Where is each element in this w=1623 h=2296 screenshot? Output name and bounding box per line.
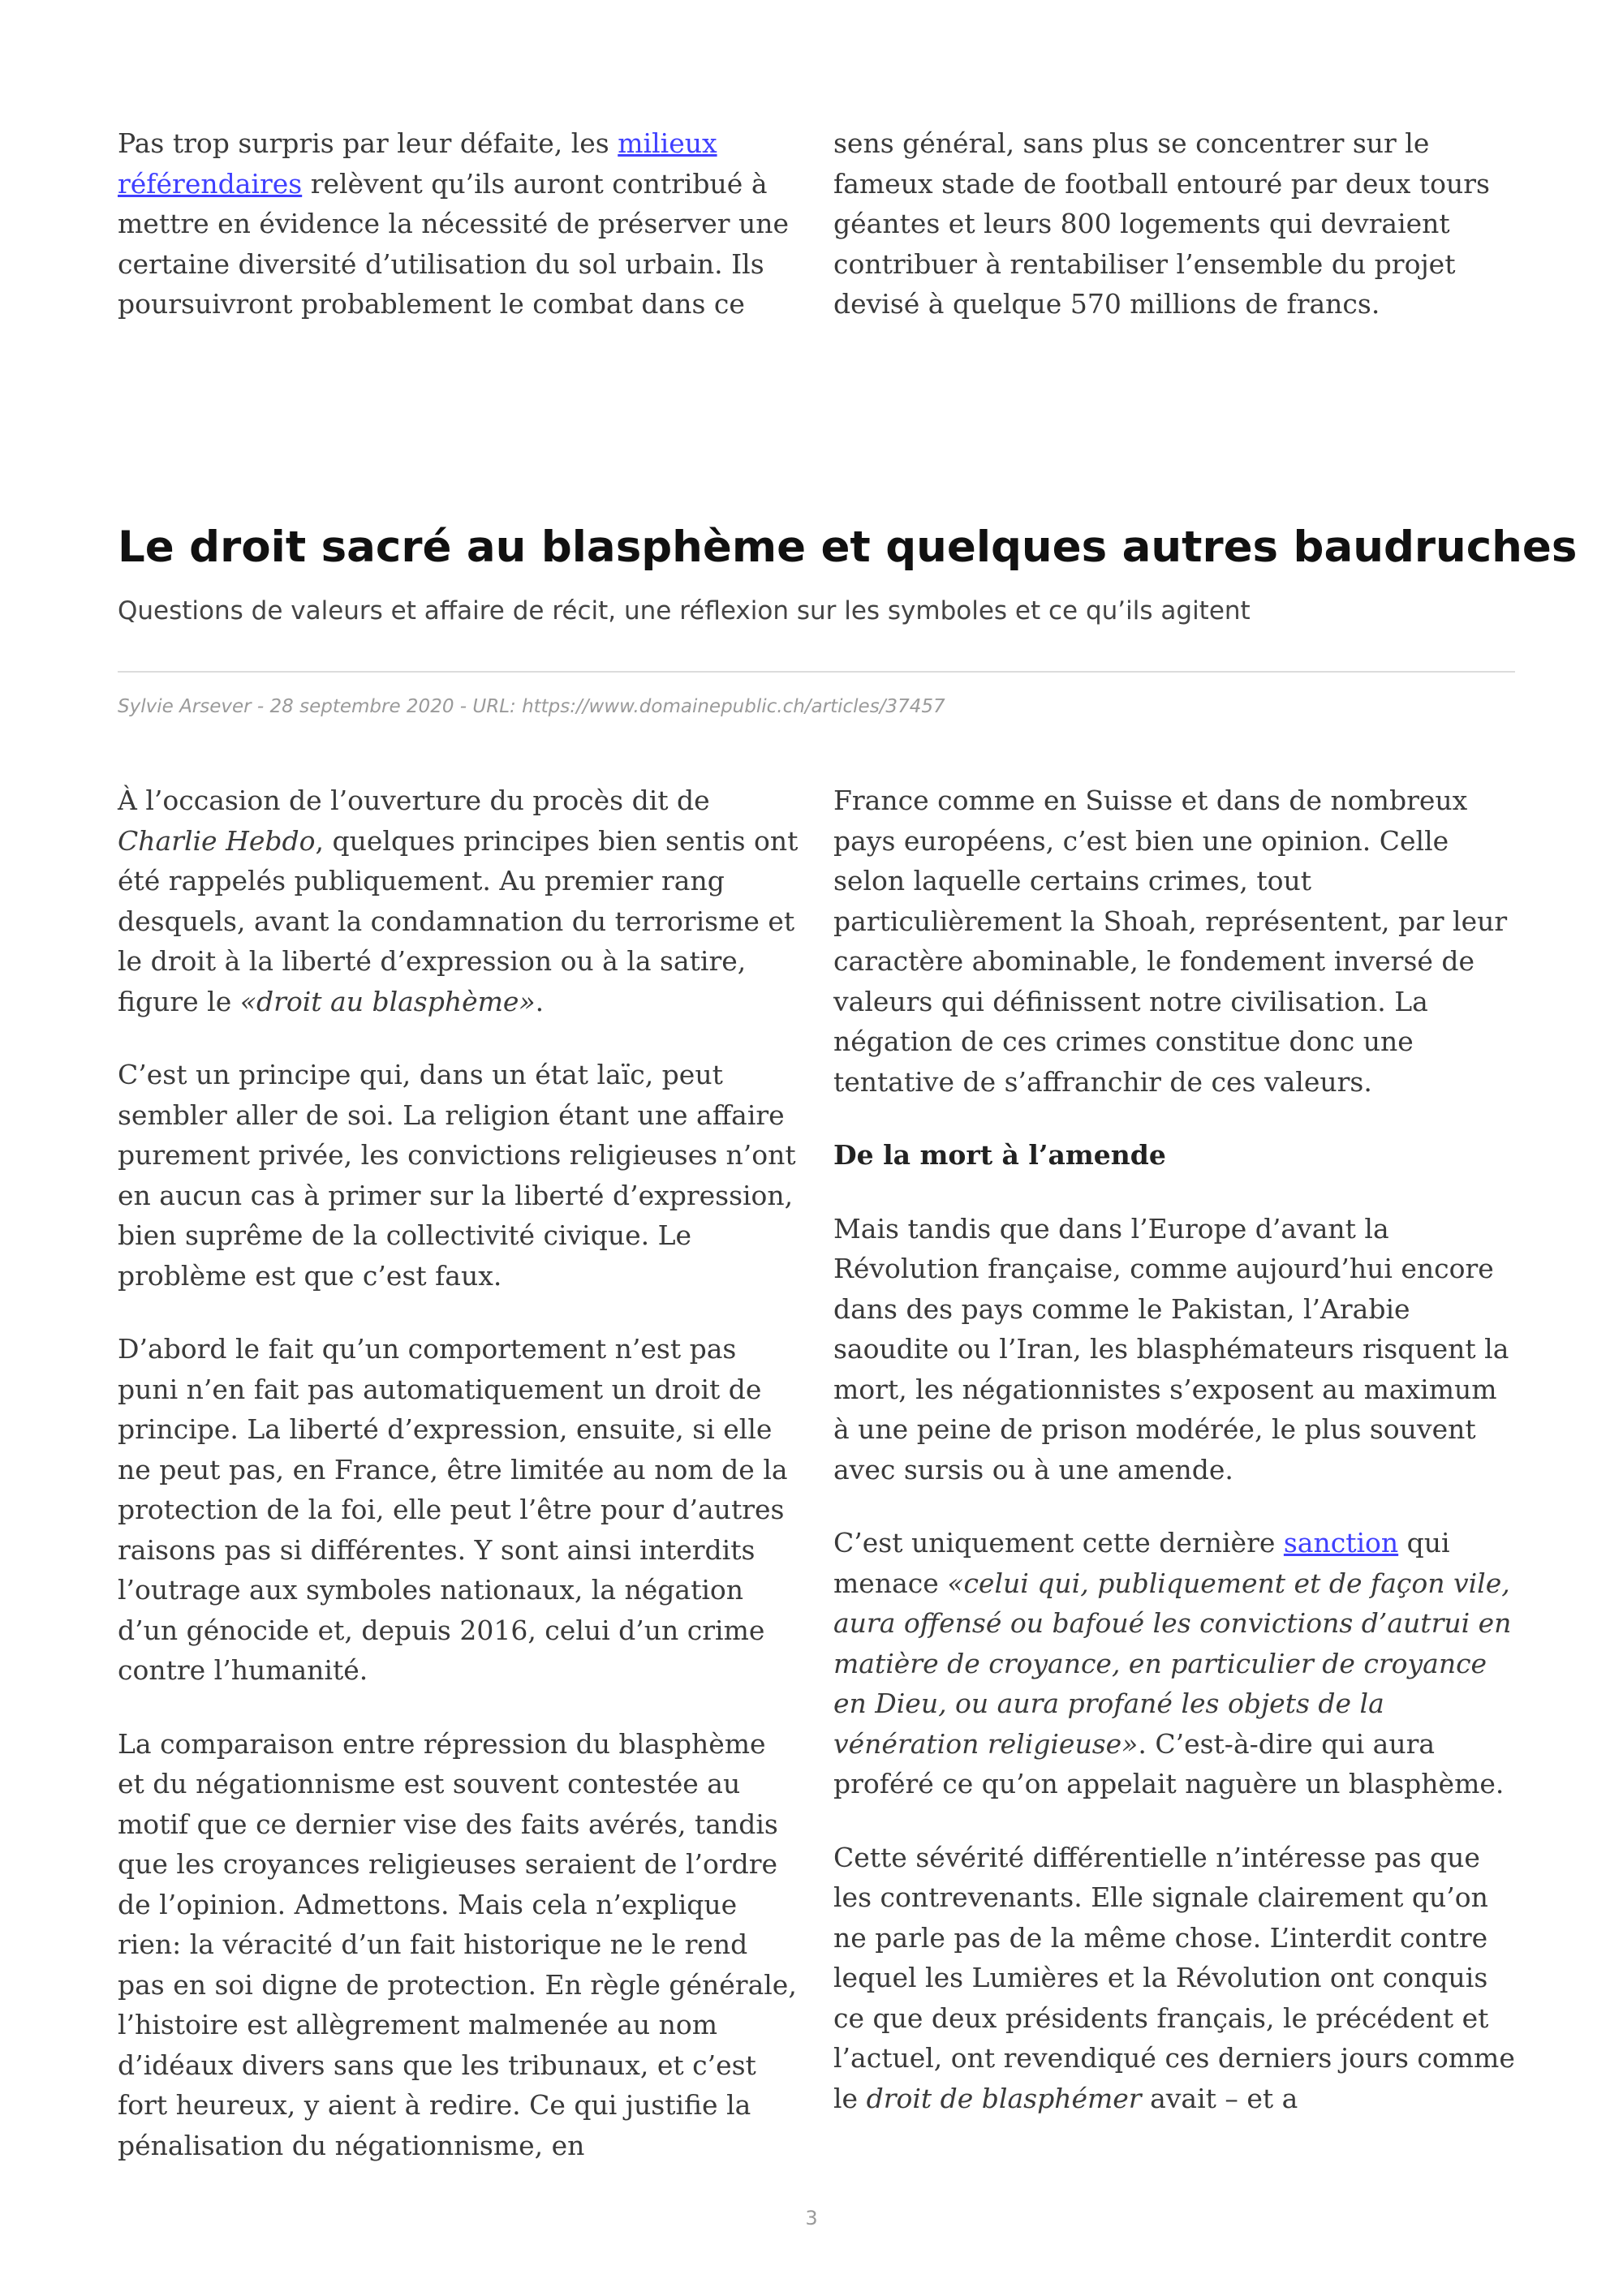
article-byline: Sylvie Arsever - 28 septembre 2020 - URL: https://www.domainepublic.ch/articles/37457 [118, 696, 945, 717]
article-paragraph-5: France comme en Suisse et dans de nombreux pays européens, c’est bien une opinion. Celle selon laquelle certains crimes, tout particulièrement la Shoah, représentent, par leur caractère abominable, le fondement inversé de valeurs qui définissent notre civilisation. La négation de ces crimes constitue donc une tentative de s’affranchir de ces valeurs. [833, 785, 1508, 1098]
article-body [118, 780, 1515, 2199]
article-paragraph-6: Mais tandis que dans l’Europe d’avant la Révolution française, comme aujourd’hui encore dans des pays comme le Pakistan, l’Arabie saoudite ou l’Iran, les blasphémateurs risquent la mort, les négationnistes s’exposent au maximum à une peine de prison modérée, le plus souvent avec sursis ou à une amende. [833, 1212, 1509, 1486]
prev-article-paragraph-continued: sens général, sans plus se concentrer sur le fameux stade de football entouré par deux tours géantes et leurs 800 logements qui devraient contribuer à rentabiliser l’ensemble du projet devisé à quelque 570 millions de francs. [833, 127, 1490, 320]
header-divider [118, 671, 1515, 673]
droit-au-blaspheme-quote: «droit au blasphème» [239, 985, 536, 1017]
article-paragraph-4: La comparaison entre répression du blasphème et du négationnisme est souvent contestée au motif que ce dernier vise des faits avérés, tandis que les croyances religieuses seraient de l’ordre de l’opinion. Admettons. Mais cela n’explique rien: la véracité d’un fait historique ne le rend pas en soi digne de protection. En règle générale, l’histoire est allègrement malmenée au nom d’idéaux divers sans que les tribunaux, et c’est fort heureux, y aient à redire. Ce qui justifie la pénalisation du négationnisme, en [118, 1727, 797, 2161]
page-number: 3 [805, 2207, 818, 2229]
prev-article-paragraph: Pas trop surpris par leur défaite, les milieux référendaires relèvent qu’ils auront contribué à mettre en évidence la nécessité de préserver une certaine diversité d’utilisation du sol urbain. Ils poursuivront probablement le combat dans ce [118, 127, 790, 320]
article-column-2 [833, 780, 1515, 2199]
article-paragraph-2: C’est un principe qui, dans un état laïc, peut sembler aller de soi. La religion étant une affaire purement privée, les convictions religieuses n’ont en aucun cas à primer sur la liberté d’expression, bien suprême de la collectivité civique. Le problème est que c’est faux. [118, 1059, 796, 1292]
milieux-referendaires-link[interactable]: milieux référendaires [118, 127, 717, 200]
article-paragraph-7: C’est uniquement cette dernière sanction qui menace «celui qui, publiquement et de façon vile, aura offensé ou bafoué les convictions d’autrui en matière de croyance, en particulier de croyance en Dieu, ou aura profané les objets de la vénération religieuse». C’est-à-dire qui aura proféré ce qu’on appelait naguère un blasphème. [833, 1527, 1512, 1799]
article-title: Le droit sacré au blasphème et quelques autres baudruches [118, 522, 1578, 572]
article-column-1 [118, 780, 799, 2199]
legal-quote: «celui qui, publiquement et de façon vile, aura offensé ou bafoué les convictions d’autrui en matière de croyance, en particulier de croyance en Dieu, ou aura profané les objets de la vénération religieuse» [833, 1567, 1512, 1760]
sanction-link[interactable]: sanction [1283, 1527, 1399, 1559]
article-paragraph-8: Cette sévérité différentielle n’intéresse pas que les contrevenants. Elle signale clairement qu’on ne parle pas de la même chose. L’interdit contre lequel les Lumières et la Révolution ont conquis ce que deux présidents français, le précédent et l’actuel, ont revendiqué ces derniers jours comme le droit de blasphémer avait – et a [833, 1841, 1515, 2114]
section-heading: De la mort à l’amende [833, 1139, 1166, 1171]
article-subtitle: Questions de valeurs et affaire de récit, une réflexion sur les symboles et ce qu’ils agitent [118, 596, 1251, 626]
article-paragraph-1: À l’occasion de l’ouverture du procès dit de Charlie Hebdo, quelques principes bien sentis ont été rappelés publiquement. Au premier rang desquels, avant la condamnation du terrorisme et le droit à la liberté d’expression ou à la satire, figure le «droit au blasphème». [118, 785, 799, 1017]
previous-article-tail [118, 123, 1515, 358]
article-paragraph-3: D’abord le fait qu’un comportement n’est pas puni n’en fait pas automatiquement un droit de principe. La liberté d’expression, ensuite, si elle ne peut pas, en France, être limitée au nom de la protection de la foi, elle peut l’être pour d’autres raisons pas si différentes. Y sont ainsi interdits l’outrage aux symboles nationaux, la négation d’un génocide et, depuis 2016, celui d’un crime contre l’humanité. [118, 1333, 788, 1686]
droit-de-blasphemer-emphasis: droit de blasphémer [866, 2082, 1142, 2114]
prev-article-column-2 [833, 123, 1515, 358]
prev-article-column-1 [118, 123, 799, 358]
charlie-hebdo-emphasis: Charlie Hebdo [118, 824, 316, 857]
